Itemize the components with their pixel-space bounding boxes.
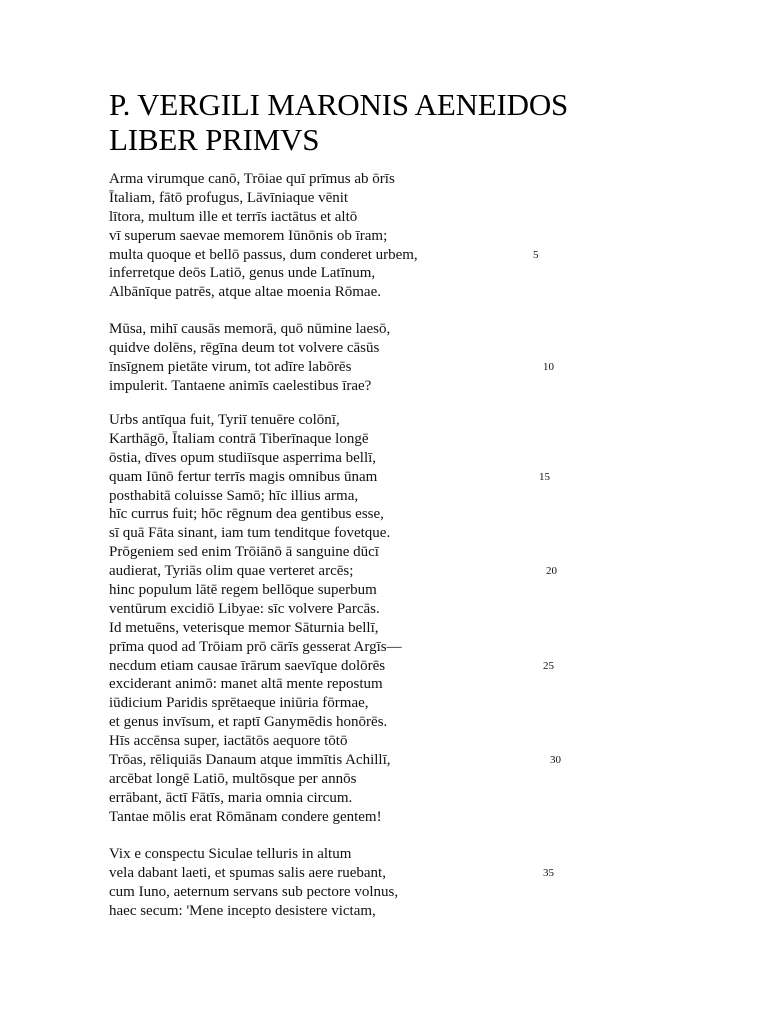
verse-line [109,883,398,902]
verse-text: Hīs accēnsa super, iactātōs aequore tōtō [109,733,348,750]
verse-text: inferretque deōs Latiō, genus unde Latīnum, [109,265,376,282]
verse-line [109,638,402,657]
verse-line [109,524,402,543]
line-number: 15 [539,470,550,483]
verse-line [109,170,418,189]
verse-line [109,902,398,921]
verse-line [109,246,539,265]
verse-text: vī superum saevae memorem Iūnōnis ob īram; [109,227,388,244]
verse-text: ventūrum excidiō Libyae: sīc volvere Parcās. [109,600,380,617]
verse-line [109,505,402,524]
line-number: 25 [543,659,554,672]
verse-line [109,675,402,694]
verse-line [109,789,402,808]
verse-text: Prōgeniem sed enim Trōiānō ā sanguine dūcī [109,544,379,561]
verse-line [109,411,402,430]
verse-line [109,487,402,506]
verse-text: Arma virumque canō, Trōiae quī prīmus ab ōrīs [109,171,395,187]
verse-line [109,543,402,562]
verse-text: Karthāgō, Ītaliam contrā Tiberīnaque longē [109,430,369,447]
stanza-3 [109,411,561,827]
verse-line [109,377,390,396]
verse-text: Mūsa, mihī causās memorā, quō nūmine laesō, [109,321,391,337]
verse-text: errābant, āctī Fātīs, maria omnia circum. [109,789,353,806]
verse-text: iūdicium Paridis sprētaeque iniūria fōrmae, [109,695,369,712]
verse-text: Vix e conspectu Siculae telluris in altum [109,846,352,862]
verse-text: haec secum: 'Mene incepto desistere victam, [109,902,376,919]
verse-line [109,751,561,770]
verse-text: impulerit. Tantaene animīs caelestibus īrae? [109,377,372,394]
verse-line [109,264,418,283]
verse-line [109,283,418,302]
verse-text: īnsīgnem pietāte virum, tot adīre labōrēs [109,358,352,375]
verse-text: hinc populum lātē regem bellōque superbum [109,582,377,599]
verse-line [109,358,554,377]
line-number: 5 [533,248,539,261]
verse-line [109,770,402,789]
verse-line [109,227,418,246]
verse-text: vela dabant laeti, et spumas salis aere ruebant, [109,864,386,881]
verse-line [109,449,402,468]
stanza-1 [109,170,539,302]
verse-text: prīma quod ad Trōiam prō cārīs gesserat Argīs— [109,638,402,655]
verse-text: posthabitā coluisse Samō; hīc illius arma, [109,487,359,504]
verse-text: Id metuēns, veterisque memor Sāturnia bellī, [109,619,379,636]
verse-line [109,339,390,358]
line-number: 20 [546,565,557,578]
verse-text: Urbs antīqua fuit, Tyriī tenuēre colōnī, [109,412,340,428]
verse-line [109,208,418,227]
verse-line [109,320,390,339]
line-number: 35 [543,866,554,879]
line-number: 30 [550,754,561,767]
verse-text: quidve dolēns, rēgīna deum tot volvere cāsūs [109,339,380,356]
verse-text: quam Iūnō fertur terrīs magis omnibus ūnam [109,468,378,485]
verse-line [109,189,418,208]
verse-text: necdum etiam causae īrārum saevīque dolōrēs [109,657,386,674]
verse-text: multa quoque et bellō passus, dum conderet urbem, [109,246,418,263]
line-number: 10 [543,360,554,373]
verse-text: ōstia, dīves opum studiīsque asperrima bellī, [109,449,377,466]
verse-line [109,562,557,581]
verse-line [109,864,554,883]
stanza-4 [109,845,554,921]
verse-line [109,600,402,619]
verse-text: arcēbat longē Latiō, multōsque per annōs [109,770,357,787]
verse-line [109,694,402,713]
verse-text: Trōas, rēliquiās Danaum atque immītis Achillī, [109,752,391,769]
verse-text: sī quā Fāta sinant, iam tum tenditque fovetque. [109,525,391,542]
verse-text: exciderant animō: manet altā mente repostum [109,676,383,693]
verse-line [109,657,554,676]
verse-line [109,619,402,638]
verse-text: lītora, multum ille et terrīs iactātus et altō [109,208,358,225]
verse-text: Ītaliam, fātō profugus, Lāvīniaque vēnit [109,189,349,206]
verse-line [109,808,402,827]
verse-text: et genus invīsum, et raptī Ganymēdis honōrēs. [109,714,388,731]
verse-line [109,845,398,864]
verse-text: Tantae mōlis erat Rōmānam condere gentem! [109,808,382,825]
verse-text: audierat, Tyriās olim quae verteret arcēs; [109,563,354,580]
verse-line [109,713,402,732]
stanza-2 [109,320,554,396]
title-line-2: LIBER PRIMVS [109,122,320,157]
page-title [109,87,568,157]
verse-line [109,732,402,751]
verse-line [109,430,402,449]
verse-text: hīc currus fuit; hōc rēgnum dea gentibus esse, [109,506,384,523]
verse-text: cum Iuno, aeternum servans sub pectore volnus, [109,883,399,900]
verse-line [109,581,402,600]
verse-text: Albānīque patrēs, atque altae moenia Rōmae. [109,284,381,301]
verse-line [109,468,550,487]
title-line-1: P. VERGILI MARONIS AENEIDOS [109,87,569,122]
